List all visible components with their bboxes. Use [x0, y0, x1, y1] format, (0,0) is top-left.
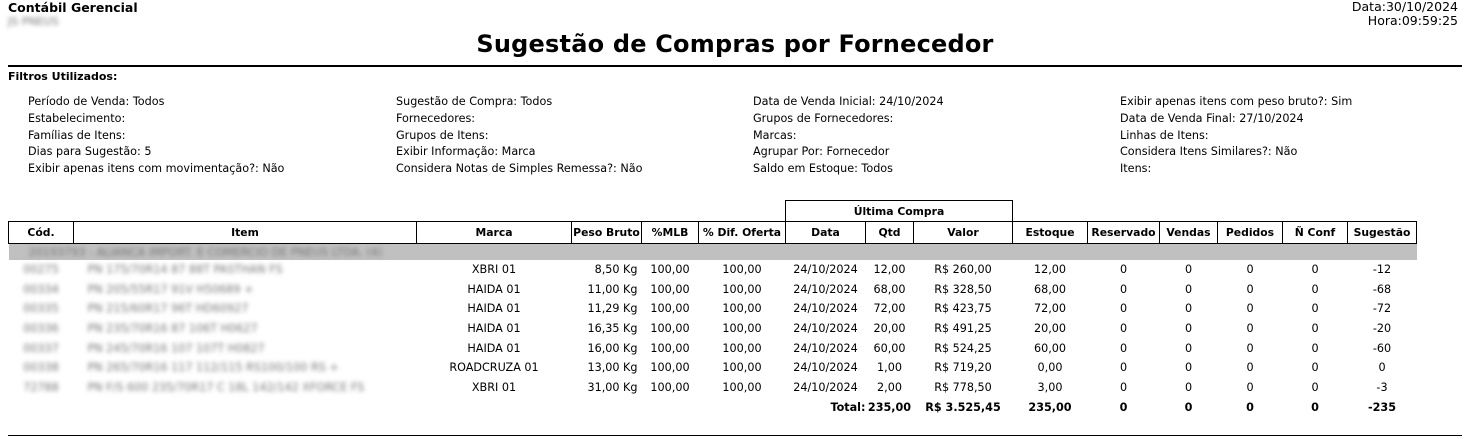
cell-sugestao: -3	[1376, 380, 1388, 394]
column-header: Vendas	[1160, 222, 1218, 244]
cell-pedidos: 0	[1246, 380, 1254, 394]
title-divider	[8, 65, 1462, 67]
table-row	[9, 280, 1417, 300]
filter-item: Exibir apenas itens com movimentação?: Não	[28, 162, 285, 176]
last-purchase-group-header: Última Compra	[786, 201, 1013, 222]
filter-item: Marcas:	[753, 128, 797, 142]
cell-sugestao: -68	[1372, 282, 1392, 296]
total-sugestao: -235	[1368, 400, 1396, 414]
filter-item: Estabelecimento:	[28, 111, 126, 125]
total-estoque: 235,00	[1028, 400, 1072, 414]
cell-cod: 00336	[23, 322, 59, 336]
filter-item: Linhas de Itens:	[1120, 128, 1209, 142]
cell-nconf: 0	[1311, 263, 1319, 277]
cell-dif: 100,00	[722, 263, 762, 277]
cell-vendas: 0	[1184, 263, 1193, 277]
cell-dif: 100,00	[722, 282, 762, 296]
cell-item: PN 215/60R17 96T HD60927	[87, 302, 249, 316]
filter-item: Considera Itens Similares?: Não	[1120, 145, 1298, 159]
report-date: Data:30/10/2024	[1351, 0, 1458, 14]
bottom-divider	[8, 435, 1462, 436]
cell-dif: 100,00	[722, 302, 762, 316]
cell-mlb: 100,00	[650, 302, 690, 316]
cell-data: 24/10/2024	[793, 302, 858, 316]
cell-item: PN 265/70R16 117 112/115 RS100/100 RS +	[87, 361, 339, 375]
filter-item: Grupos de Fornecedores:	[753, 111, 894, 125]
column-header: Ñ Conf	[1283, 222, 1348, 244]
column-header: Valor	[914, 222, 1013, 244]
cell-qtd: 60,00	[873, 341, 906, 355]
company-subtitle: JS PNEUS	[8, 15, 59, 28]
cell-qtd: 20,00	[873, 322, 906, 336]
cell-item: PN 175/70R14 87 88T PASTHAN FS	[87, 263, 283, 277]
column-header: Qtd	[866, 222, 914, 244]
column-header: % Dif. Oferta	[699, 222, 786, 244]
filter-item: Data de Venda Final: 27/10/2024	[1120, 111, 1304, 125]
cell-data: 24/10/2024	[793, 341, 858, 355]
cell-qtd: 12,00	[873, 263, 906, 277]
filter-item: Período de Venda: Todos	[28, 95, 165, 108]
cell-cod: 00338	[23, 361, 59, 375]
supplier-name: 20193793 - ALIANCA IMPORT. E COMERCIO DE PNEUS LTDA. (4)	[28, 245, 383, 259]
cell-estoque: 72,00	[1033, 302, 1067, 316]
cell-pedidos: 0	[1246, 361, 1254, 375]
cell-marca: XBRI 01	[471, 263, 517, 277]
cell-reservado: 0	[1119, 361, 1128, 375]
cell-item: PN F/S 600 235/70R17 C 18L 142/142 XFORCE FS	[87, 380, 365, 394]
cell-valor: R$ 719,20	[934, 361, 992, 375]
cell-valor: R$ 260,00	[934, 263, 992, 277]
cell-peso: 16,35 Kg	[587, 322, 638, 336]
table-row	[9, 338, 1417, 358]
cell-vendas: 0	[1184, 282, 1193, 296]
cell-qtd: 72,00	[873, 302, 906, 316]
total-nconf: 0	[1311, 400, 1319, 414]
cell-mlb: 100,00	[650, 341, 690, 355]
cell-reservado: 0	[1119, 263, 1128, 277]
total-qtd: 235,00	[867, 400, 912, 414]
cell-pedidos: 0	[1246, 322, 1254, 336]
cell-valor: R$ 524,25	[934, 341, 992, 355]
report-title: Sugestão de Compras por Fornecedor	[476, 30, 994, 58]
filter-item: Fornecedores:	[396, 111, 476, 125]
cell-valor: R$ 328,50	[934, 282, 992, 296]
cell-vendas: 0	[1184, 380, 1193, 394]
cell-pedidos: 0	[1246, 341, 1254, 355]
column-header: Cód.	[9, 222, 74, 244]
cell-vendas: 0	[1184, 302, 1193, 316]
cell-pedidos: 0	[1246, 282, 1254, 296]
cell-item: PN 205/55R17 91V H50689 +	[87, 282, 254, 296]
column-header: Peso Bruto	[572, 222, 642, 244]
column-header: Sugestão	[1348, 222, 1417, 244]
filter-item: Agrupar Por: Fornecedor	[753, 145, 890, 159]
cell-sugestao: -12	[1372, 263, 1392, 277]
cell-peso: 13,00 Kg	[587, 361, 638, 375]
cell-dif: 100,00	[722, 361, 762, 375]
cell-mlb: 100,00	[650, 322, 690, 336]
cell-estoque: 3,00	[1037, 380, 1063, 394]
totals-label: Total:	[830, 400, 866, 414]
cell-sugestao: -72	[1372, 302, 1392, 316]
cell-reservado: 0	[1119, 302, 1128, 316]
totals-spacer	[9, 397, 786, 417]
filters-column-3	[753, 94, 944, 178]
filter-item: Exibir Informação: Marca	[396, 145, 536, 159]
report-datetime	[1352, 0, 1458, 28]
table-row	[9, 378, 1417, 398]
table-row	[9, 319, 1417, 339]
cell-cod: 00337	[23, 341, 59, 355]
cell-peso: 8,50 Kg	[594, 263, 638, 277]
column-header: Reservado	[1088, 222, 1160, 244]
cell-mlb: 100,00	[650, 361, 690, 375]
cell-dif: 100,00	[722, 322, 762, 336]
cell-nconf: 0	[1311, 302, 1319, 316]
cell-dif: 100,00	[722, 341, 762, 355]
cell-estoque: 0,00	[1037, 361, 1063, 375]
cell-item: PN 245/70R16 107 107T H0827	[87, 341, 265, 355]
filters-column-2	[396, 94, 642, 178]
cell-vendas: 0	[1184, 361, 1193, 375]
company-name: Contábil Gerencial	[8, 0, 138, 15]
cell-sugestao: -60	[1372, 341, 1392, 355]
cell-reservado: 0	[1119, 341, 1128, 355]
cell-nconf: 0	[1311, 361, 1319, 375]
cell-peso: 11,00 Kg	[587, 282, 638, 296]
cell-estoque: 12,00	[1033, 263, 1067, 277]
cell-vendas: 0	[1184, 341, 1193, 355]
cell-marca: HAIDA 01	[467, 302, 521, 316]
filter-item: Sugestão de Compra: Todos	[396, 95, 553, 108]
cell-nconf: 0	[1311, 322, 1319, 336]
cell-data: 24/10/2024	[793, 322, 858, 336]
filters-column-4	[1120, 94, 1352, 178]
total-vendas: 0	[1184, 400, 1193, 414]
filter-item: Grupos de Itens:	[396, 128, 489, 142]
filter-item: Famílias de Itens:	[28, 128, 126, 142]
cell-item: PN 235/70R16 87 106T H0627	[87, 322, 258, 336]
column-header: Item	[74, 222, 417, 244]
total-pedidos: 0	[1246, 400, 1254, 414]
cell-estoque: 20,00	[1033, 322, 1067, 336]
filter-item: Dias para Sugestão: 5	[28, 145, 152, 159]
cell-reservado: 0	[1119, 322, 1128, 336]
filter-item: Itens:	[1120, 162, 1152, 176]
cell-nconf: 0	[1311, 380, 1319, 394]
cell-data: 24/10/2024	[793, 282, 858, 296]
cell-mlb: 100,00	[650, 380, 690, 394]
filter-item: Saldo em Estoque: Todos	[753, 162, 893, 176]
cell-mlb: 100,00	[650, 282, 690, 296]
cell-dif: 100,00	[722, 380, 762, 394]
cell-marca: HAIDA 01	[467, 282, 521, 296]
column-header: %MLB	[642, 222, 699, 244]
cell-cod: 72788	[23, 380, 59, 394]
cell-pedidos: 0	[1246, 302, 1254, 316]
cell-qtd: 1,00	[877, 361, 902, 375]
cell-marca: HAIDA 01	[467, 341, 521, 355]
table-header-row	[9, 222, 1417, 244]
cell-peso: 11,29 Kg	[587, 302, 638, 316]
total-reservado: 0	[1119, 400, 1128, 414]
cell-mlb: 100,00	[650, 263, 690, 277]
table-row	[9, 358, 1417, 378]
filter-item: Considera Notas de Simples Remessa?: Não	[396, 162, 643, 176]
cell-estoque: 68,00	[1033, 282, 1067, 296]
cell-sugestao: -20	[1372, 322, 1392, 336]
cell-data: 24/10/2024	[793, 263, 858, 277]
cell-peso: 31,00 Kg	[587, 380, 638, 394]
cell-vendas: 0	[1184, 322, 1193, 336]
cell-reservado: 0	[1119, 282, 1128, 296]
cell-estoque: 60,00	[1033, 341, 1067, 355]
table-row	[9, 299, 1417, 319]
cell-nconf: 0	[1311, 282, 1319, 296]
column-header: Marca	[417, 222, 572, 244]
cell-marca: ROADCRUZA 01	[449, 361, 539, 375]
cell-marca: XBRI 01	[471, 380, 517, 394]
table-row	[9, 260, 1417, 280]
cell-cod: 00335	[23, 302, 59, 316]
cell-peso: 16,00 Kg	[587, 341, 638, 355]
filter-item: Data de Venda Inicial: 24/10/2024	[753, 95, 944, 108]
cell-qtd: 68,00	[873, 282, 906, 296]
cell-sugestao: 0	[1378, 361, 1386, 375]
cell-reservado: 0	[1119, 380, 1128, 394]
column-header: Data	[786, 222, 866, 244]
cell-valor: R$ 491,25	[934, 322, 992, 336]
cell-valor: R$ 423,75	[934, 302, 992, 316]
report-time: Hora:09:59:25	[1367, 13, 1458, 28]
purchase-suggestion-table	[8, 200, 1417, 417]
cell-qtd: 2,00	[877, 380, 902, 394]
filters-column-1	[28, 94, 284, 178]
cell-cod: 00275	[23, 263, 59, 277]
filter-item: Exibir apenas itens com peso bruto?: Sim	[1120, 95, 1353, 108]
supplier-group-row	[9, 244, 1417, 261]
cell-data: 24/10/2024	[793, 380, 858, 394]
totals-row	[9, 397, 1417, 417]
total-valor: R$ 3.525,45	[925, 400, 1001, 414]
cell-cod: 00334	[23, 282, 59, 296]
cell-nconf: 0	[1311, 341, 1319, 355]
cell-marca: HAIDA 01	[467, 322, 521, 336]
cell-data: 24/10/2024	[793, 361, 858, 375]
cell-pedidos: 0	[1246, 263, 1254, 277]
filters-heading: Filtros Utilizados:	[8, 70, 118, 83]
column-header: Pedidos	[1218, 222, 1283, 244]
column-header: Estoque	[1013, 222, 1088, 244]
cell-valor: R$ 778,50	[934, 380, 992, 394]
